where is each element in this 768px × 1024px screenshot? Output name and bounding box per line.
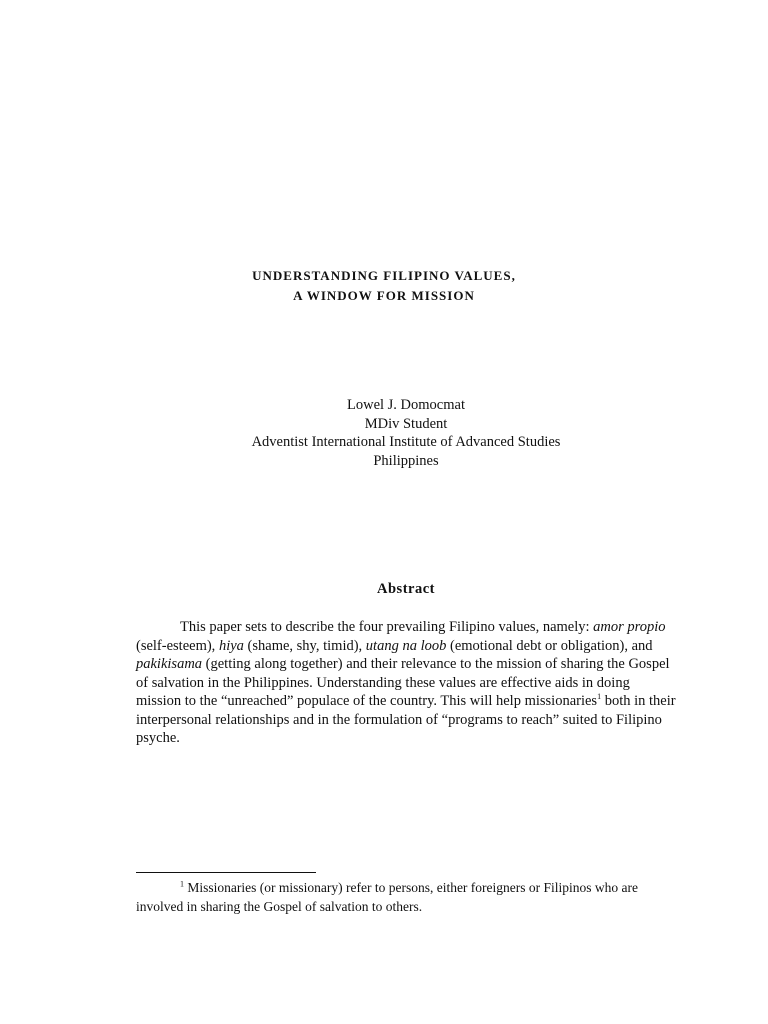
author-institution: Adventist International Institute of Advanced Studies <box>251 434 561 450</box>
abstract-text-6: both in their interpersonal relationships and in the formulation of “programs to reach” suited to Filipino psyche. <box>136 693 676 746</box>
abstract-heading: Abstract <box>377 581 435 597</box>
title-line-2: A WINDOW FOR MISSION <box>293 288 475 303</box>
author-name: Lowel J. Domocmat <box>347 397 465 413</box>
abstract-text-5: (getting along together) and their relevance to the mission of sharing the Gospel of salvation in the Philippines. Understanding these values are effective aids in doing mission to the “unreached” populace of the country. This will help missionaries <box>136 656 670 709</box>
abstract-body <box>136 618 678 748</box>
author-role: MDiv Student <box>364 415 448 432</box>
author-block <box>0 396 768 470</box>
abstract-text-2: (self-esteem), <box>136 637 219 654</box>
footnote-number: 1 <box>180 879 184 889</box>
term-amor-propio: amor propio <box>593 619 666 635</box>
footnote-divider <box>136 872 316 873</box>
author-country: Philippines <box>373 452 439 469</box>
footnote-text: Missionaries (or missionary) refer to persons, either foreigners or Filipinos who are involved in sharing the Gospel of salvation to others. <box>136 880 639 914</box>
abstract-text-3: (shame, shy, timid), <box>243 637 366 654</box>
title-line-1: UNDERSTANDING FILIPINO VALUES, <box>252 268 516 283</box>
term-pakikisama: pakikisama <box>136 656 203 672</box>
abstract-text-4: (emotional debt or obligation), and <box>446 637 653 654</box>
term-utang-na-loob: utang na loob <box>365 637 447 654</box>
paper-title <box>0 266 768 306</box>
footnote <box>136 879 676 916</box>
abstract-text-1: This paper sets to describe the four prevailing Filipino values, namely: <box>180 619 594 635</box>
footnote-marker: 1 <box>597 692 602 702</box>
term-hiya: hiya <box>218 637 244 654</box>
